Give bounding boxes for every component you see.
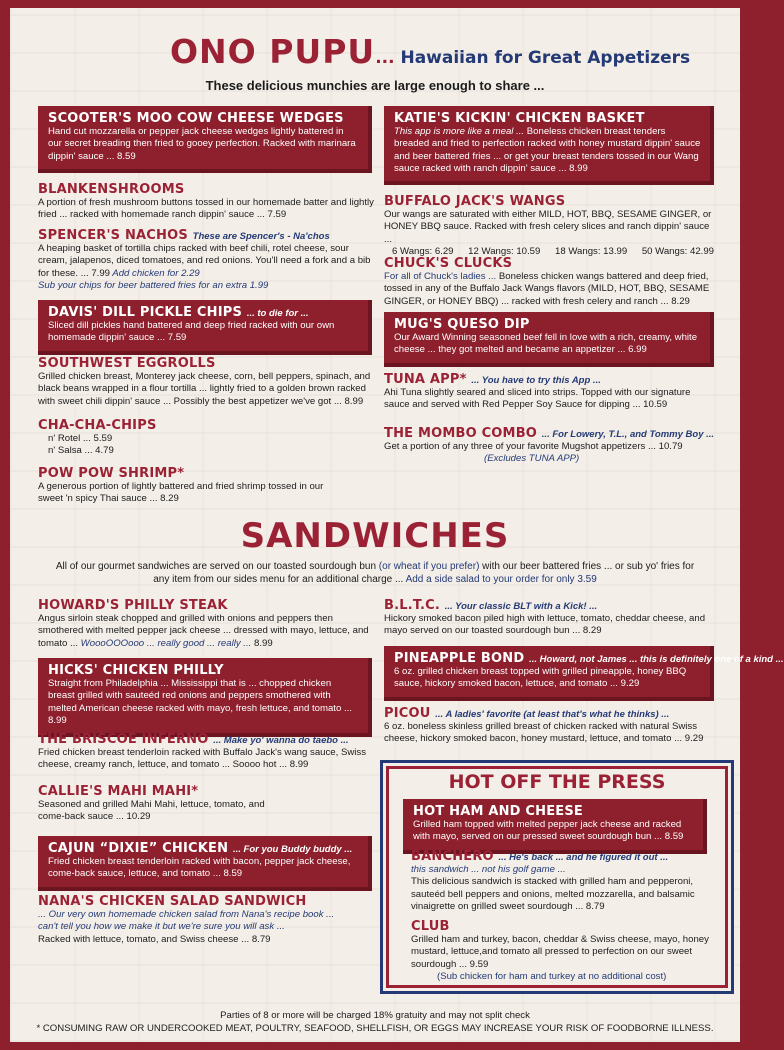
item-desc: Boneless chicken wangs battered and deep fried, tossed in any of the Buffalo Jack Wangs flavors (MILD, HOT, BBQ, SESAME GINGER, or HONEY BBQ) ... racked with fresh celery and ranch ... 8.29 <box>384 271 710 307</box>
appetizer-intro: These delicious munchies are large enough to share ... <box>205 78 545 93</box>
item-desc: Get a portion of any three of your favorite Mugshot appetizers ... 10.79 <box>384 441 683 452</box>
menu-item-callies <box>38 784 278 824</box>
item-desc: Ahi Tuna slightly seared and sliced into strips. Topped with our signature sauce and served with Red Pepper Soy Sauce for dipping ... 10.59 <box>384 387 691 411</box>
item-tagline: can't tell you how we make it but we're sure you will ask ... <box>38 921 285 933</box>
item-name: TUNA APP* <box>384 372 467 387</box>
menu-item-queso <box>384 312 714 367</box>
item-option: n' Salsa ... 4.79 <box>48 445 114 457</box>
item-name: THE BRISCOE INFERNO <box>38 732 209 747</box>
sandwiches-title: SANDWICHES <box>240 516 510 556</box>
item-desc: Seasoned and grilled Mahi Mahi, lettuce, tomato, and come-back sauce ... 10.29 <box>38 799 265 823</box>
item-name: NANA'S CHICKEN SALAD SANDWICH <box>38 894 307 909</box>
menu-page <box>10 8 784 1042</box>
item-name: HICKS' CHICKEN PHILLY <box>48 663 224 678</box>
menu-item-bltc <box>384 598 718 638</box>
press-title: HOT OFF THE PRESS <box>448 771 666 793</box>
title-main-text: ONO PUPU <box>170 32 376 71</box>
intro-text: any item from our sides menu for an additional charge ... <box>153 574 406 585</box>
item-name: HOT HAM AND CHEESE <box>413 804 584 819</box>
menu-item-nanas <box>38 894 374 946</box>
item-name: PINEAPPLE BOND <box>394 651 525 666</box>
item-substitution: Sub your chips for beer battered fries for an extra 1.99 <box>38 279 269 291</box>
item-name: CHUCK'S CLUCKS <box>384 256 513 271</box>
menu-item-tuna <box>384 372 718 412</box>
item-desc: A generous portion of lightly battered and fried shrimp tossed in our sweet 'n spicy Thai sauce ... 8.29 <box>38 481 324 505</box>
menu-item-cajun <box>38 836 372 891</box>
item-name: CLUB <box>411 919 450 934</box>
item-desc: Grilled ham topped with melted pepper jack cheese and racked with mayo, served on our pressed sweet sourdough bun ... 8.59 <box>413 819 684 843</box>
item-desc: A heaping basket of tortilla chips racked with beef chili, rotel cheese, sour cream, jalapenos, diced tomatoes, and red onions. You'll need a fork and a bib for these. ... 7.99 <box>38 243 371 279</box>
item-name: BUFFALO JACK'S WANGS <box>384 194 566 209</box>
menu-item-hotham <box>403 799 707 854</box>
item-desc: Boneless chicken breast tenders breaded and fried to perfection racked with honey mustard dippin' sauce and beer battered fries ... or get your breast tenders tossed in our Wang sauce racked with ranch dippin' sauce ... 8.99 <box>394 126 701 174</box>
item-tagline: this sandwich ... not his golf game ... <box>411 864 566 875</box>
item-name: CAJUN “DIXIE” CHICKEN <box>48 841 229 856</box>
title-subtitle: Hawaiian for Great Appetizers <box>394 48 691 68</box>
item-tagline: ... He's back ... and he figured it out ... <box>498 852 669 863</box>
item-desc: Grilled ham and turkey, bacon, cheddar & Swiss cheese, mayo, honey mustard, lettuce,and tomato all pressed to perfection on our sweet sourdough ... 9.59 <box>411 934 709 970</box>
menu-item-blankenshrooms <box>38 182 374 222</box>
item-name: PICOU <box>384 706 431 721</box>
menu-item-briscoe <box>38 732 374 772</box>
item-tagline: ... to die for ... <box>246 308 309 319</box>
item-name: CALLIE'S MAHI MAHI* <box>38 784 199 799</box>
menu-item-katies <box>384 106 714 185</box>
item-tagline: ... For you Buddy buddy ... <box>232 844 353 855</box>
item-note: (Excludes TUNA APP) <box>484 453 580 465</box>
menu-item-spencers <box>38 228 374 292</box>
item-desc: Sliced dill pickles hand battered and deep fried racked with our own homemade dippin' sauce ... 7.59 <box>48 320 335 344</box>
item-name: BLANKENSHROOMS <box>38 182 185 197</box>
menu-item-pineapple <box>384 646 784 701</box>
item-desc: Hickory smoked bacon piled high with lettuce, tomato, cheddar cheese, and mayo served on our toasted sourdough bun ... 8.29 <box>384 613 706 637</box>
item-tagline: ... A ladies' favorite (at least that's what he thinks) ... <box>435 709 670 720</box>
item-note: (Sub chicken for ham and turkey at no additional cost) <box>437 970 667 982</box>
item-tagline: This app is more like a meal ... <box>394 126 525 137</box>
item-name: KATIE'S KICKIN' CHICKEN BASKET <box>394 111 645 126</box>
item-tagline: These are Spencer's - Na'chos <box>192 231 330 242</box>
menu-item-buffalo <box>384 194 718 258</box>
item-desc: Fried chicken breast tenderloin racked with Buffalo Jack's wang sauce, Swiss cheese, creamy ranch, lettuce, and tomato ... Soooo hot ... 8.99 <box>38 747 367 771</box>
item-name: SOUTHWEST EGGROLLS <box>38 356 216 371</box>
menu-item-chachachips <box>38 418 374 458</box>
menu-item-picou <box>384 706 718 746</box>
item-tagline: For all of Chuck's ladies ... <box>384 271 497 282</box>
intro-text: All of our gourmet sandwiches are served on our toasted sourdough bun <box>55 561 379 572</box>
item-name: MUG'S QUESO DIP <box>394 317 530 332</box>
intro-text: with our beer battered fries ... or sub yo' fries for <box>479 561 695 572</box>
item-name: DAVIS' DILL PICKLE CHIPS <box>48 305 243 320</box>
item-desc: Straight from Philadelphia ... Mississippi that is ... chopped chicken breast grilled with sauteéd red onions and peppers smothered with melted American cheese racked with mayo, fresh lettuce, and tomato ... 8.99 <box>48 678 352 726</box>
wang-price: 18 Wangs: 13.99 <box>554 245 628 257</box>
item-price: 8.99 <box>251 637 273 649</box>
menu-item-scooters <box>38 106 372 173</box>
item-tagline: WoooOOOooo ... really good ... really ... <box>80 637 252 649</box>
item-name: BANCHERO <box>411 849 494 864</box>
menu-item-banchero <box>411 849 711 913</box>
wang-price: 50 Wangs: 42.99 <box>641 245 714 257</box>
menu-item-club <box>411 919 711 983</box>
hot-off-the-press-panel <box>380 760 734 994</box>
menu-item-powpow <box>38 466 338 506</box>
item-addon: Add chicken for 2.29 <box>110 267 200 279</box>
item-desc: Hand cut mozzarella or pepper jack cheese wedges lightly battered in our secret breading then fried to gooey perfection. Racked with marinara dippin' sauce ... 8.59 <box>48 126 356 162</box>
item-desc: Our Award Winning seasoned beef fell in love with a rich, creamy, white cheese ... they got melted and became an appetizer ... 6.99 <box>394 332 698 356</box>
item-desc: Angus sirloin steak chopped and grilled with onions and peppers then smothered with melted pepper jack cheese ... dressed with mayo, lettuce, and tomato ... <box>38 613 369 649</box>
item-name: CHA-CHA-CHIPS <box>38 418 157 433</box>
intro-salad: Add a side salad to your order for only 3.59 <box>405 574 597 585</box>
foodborne-warning: * CONSUMING RAW OR UNDERCOOKED MEAT, POULTRY, SEAFOOD, SHELLFISH, OR EGGS MAY INCREASE YOUR RISK OF FOODBORNE ILLNESS. <box>36 1023 714 1034</box>
menu-item-eggrolls <box>38 356 374 408</box>
gratuity-note: Parties of 8 or more will be charged 18% gratuity and may not split check <box>220 1010 530 1021</box>
menu-item-davis <box>38 300 372 355</box>
item-desc: Racked with lettuce, tomato, and Swiss cheese ... 8.79 <box>38 933 271 945</box>
menu-item-chucks <box>384 256 718 308</box>
item-desc: Grilled chicken breast, Monterey jack cheese, corn, bell peppers, spinach, and black beans wrapped in a flour tortilla ... lightly fried to a golden brown racked with sweet chili dippin' sauce ... Possibly the best appetizer we've got ... 8.99 <box>38 371 371 407</box>
item-tagline: ... For Lowery, T.L., and Tommy Boy ... <box>541 429 715 440</box>
menu-item-mombo <box>384 426 718 466</box>
item-option: n' Rotel ... 5.59 <box>48 433 113 444</box>
item-name: THE MOMBO COMBO <box>384 426 538 441</box>
item-tagline: ... Howard, not James ... this is definitely one of a kind ... <box>529 654 784 665</box>
page-title <box>170 32 690 71</box>
item-tagline: ... Make yo' wanna do taebo ... <box>213 735 349 746</box>
item-name: HOWARD'S PHILLY STEAK <box>38 598 228 613</box>
item-desc: 6 oz. boneless skinless grilled breast of chicken racked with natural Swiss cheese, hickory smoked bacon, honey mustard, lettuce, and tomato ... 9.29 <box>384 721 704 745</box>
item-desc: 6 oz. grilled chicken breast topped with grilled pineapple, honey BBQ sauce, hickory smoked bacon, lettuce, and tomato ... 9.29 <box>394 666 687 690</box>
item-name: SCOOTER'S MOO COW CHEESE WEDGES <box>48 111 344 126</box>
item-tagline: ... Our very own homemade chicken salad from Nana's recipe book ... <box>38 909 335 920</box>
item-tagline: ... You have to try this App ... <box>471 375 601 386</box>
item-desc: Fried chicken breast tenderloin racked with bacon, pepper jack cheese, come-back sauce, lettuce, and tomato ... 8.59 <box>48 856 351 880</box>
item-tagline: ... Your classic BLT with a Kick! ... <box>444 601 598 612</box>
title-dots: ... <box>375 48 395 68</box>
item-desc: Our wangs are saturated with either MILD, HOT, BBQ, SESAME GINGER, or HONEY BBQ sauce. Racked with fresh celery slices and ranch dippin' sauce ... <box>384 209 712 245</box>
item-name: SPENCER'S NACHOS <box>38 228 188 243</box>
intro-wheat: (or wheat if you prefer) <box>378 561 480 572</box>
item-name: B.L.T.C. <box>384 598 440 613</box>
item-desc: This delicious sandwich is stacked with grilled ham and pepperoni, sauteéd bell peppers and onions, melted mozzarella, and balsamic vinaigrette on grilled sweet sourdough ... 8.79 <box>411 876 695 912</box>
item-name: POW POW SHRIMP* <box>38 466 185 481</box>
wang-price: 6 Wangs: 6.29 <box>392 245 454 257</box>
menu-item-howards <box>38 598 374 650</box>
item-desc: A portion of fresh mushroom buttons tossed in our homemade batter and lightly fried ... racked with homemade ranch dippin' sauce ... 7.59 <box>38 197 374 221</box>
wang-price: 12 Wangs: 10.59 <box>468 245 541 257</box>
sandwiches-intro <box>30 560 720 586</box>
menu-item-hicks <box>38 658 372 737</box>
